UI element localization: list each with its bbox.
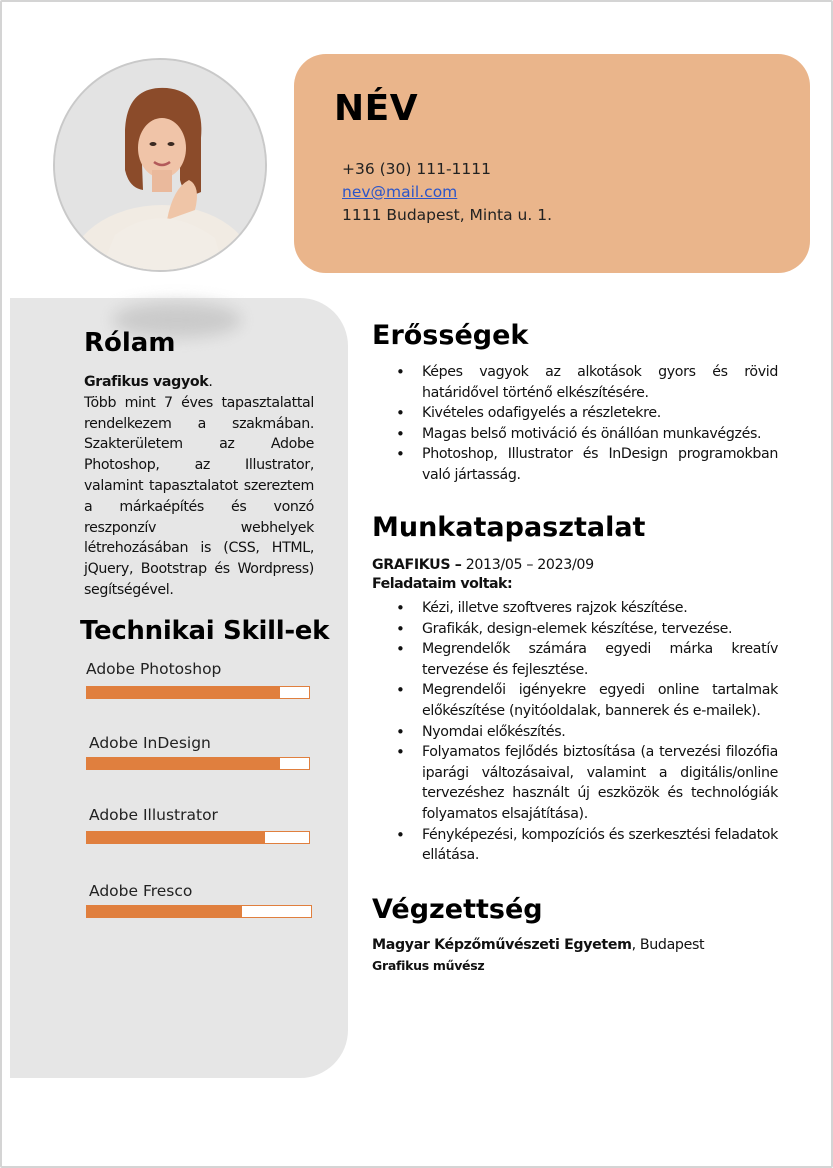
- tasks-label: Feladataim voltak:: [372, 576, 513, 592]
- list-item: • Fényképezési, kompozíciós és szerkesztési feladatok ellátása.: [396, 825, 778, 866]
- skill-bar: [86, 686, 310, 699]
- list-item: • Megrendelők számára egyedi márka kreatív tervezése és fejlesztése.: [396, 639, 778, 680]
- skill-bar-fill: [87, 687, 280, 698]
- about-lead-suffix: .: [208, 374, 213, 390]
- contact-info: [342, 158, 552, 227]
- school-city: , Budapest: [631, 937, 705, 953]
- job-title: GRAFIKUS –: [372, 557, 462, 573]
- strengths-heading: Erősségek: [372, 320, 529, 351]
- job-line: [372, 557, 594, 573]
- job-dates: 2013/05 – 2023/09: [461, 557, 594, 573]
- skill-bar-fill: [87, 832, 265, 843]
- strengths-list: [396, 362, 778, 486]
- list-item: • Nyomdai előkészítés.: [396, 722, 778, 743]
- about-text: [84, 372, 314, 601]
- skill-label: Adobe InDesign: [89, 734, 211, 752]
- skill-label: Adobe Fresco: [89, 882, 193, 900]
- list-item: • Folyamatos fejlődés biztosítása (a tervezési filozófia iparági változásaival, valamint a digitális/online tervezéshez használt új eszközök és technológiák folyamatos elsajátítása).: [396, 742, 778, 824]
- school-name: Magyar Képzőművészeti Egyetem: [372, 937, 632, 953]
- about-lead: Grafikus vagyok: [84, 374, 209, 390]
- list-item: • Kivételes odafigyelés a részletekre.: [396, 403, 778, 424]
- about-heading: Rólam: [84, 328, 176, 358]
- skill-bar: [86, 831, 310, 844]
- skill-bar-fill: [87, 758, 280, 769]
- education-heading: Végzettség: [372, 894, 543, 925]
- portrait-illustration: [55, 60, 267, 272]
- list-item: • Magas belső motiváció és önállóan munkavégzés.: [396, 424, 778, 445]
- address: 1111 Budapest, Minta u. 1.: [342, 206, 553, 224]
- list-item: • Photoshop, Illustrator és InDesign programokban való jártasság.: [396, 444, 778, 485]
- skill-illustrator: [86, 806, 312, 824]
- list-item: • Képes vagyok az alkotások gyors és rövid határidővel történő elkészítésére.: [396, 362, 778, 403]
- email-link[interactable]: nev@mail.com: [342, 183, 458, 201]
- skill-label: Adobe Photoshop: [86, 660, 222, 678]
- skill-indesign: [86, 734, 312, 752]
- skill-bar: [86, 905, 312, 918]
- degree: Grafikus művész: [372, 958, 485, 973]
- skill-fresco: [86, 882, 312, 900]
- skill-bar: [86, 757, 310, 770]
- header-card: [294, 54, 810, 273]
- person-name: NÉV: [334, 88, 419, 129]
- skill-label: Adobe Illustrator: [89, 806, 218, 824]
- experience-heading: Munkatapasztalat: [372, 512, 646, 543]
- list-item: • Kézi, illetve szoftveres rajzok készítése.: [396, 598, 778, 619]
- list-item: • Megrendelői igényekre egyedi online tartalmak előkészítése (nyitóoldalak, bannerek és e-mailek).: [396, 680, 778, 721]
- education-line: [372, 937, 704, 953]
- profile-photo: [53, 58, 267, 272]
- skill-photoshop: [86, 660, 312, 678]
- skills-heading: Technikai Skill-ek: [80, 616, 330, 646]
- about-description: Több mint 7 éves tapasztalattal rendelkezem a szakmában. Szakterületem az Adobe Photoshop, az Illustrator, valamint tapasztalatot szereztem a márkaépítés és vonzó reszponzív webhelyek létrehozásában is (CSS, HTML, jQuery, Bootstrap és Wordpress) segítségével.: [84, 394, 314, 598]
- tasks-list: [396, 598, 778, 866]
- list-item: • Grafikák, design-elemek készítése, tervezése.: [396, 619, 778, 640]
- phone-number: +36 (30) 111-1111: [342, 160, 492, 178]
- skill-bar-fill: [87, 906, 242, 917]
